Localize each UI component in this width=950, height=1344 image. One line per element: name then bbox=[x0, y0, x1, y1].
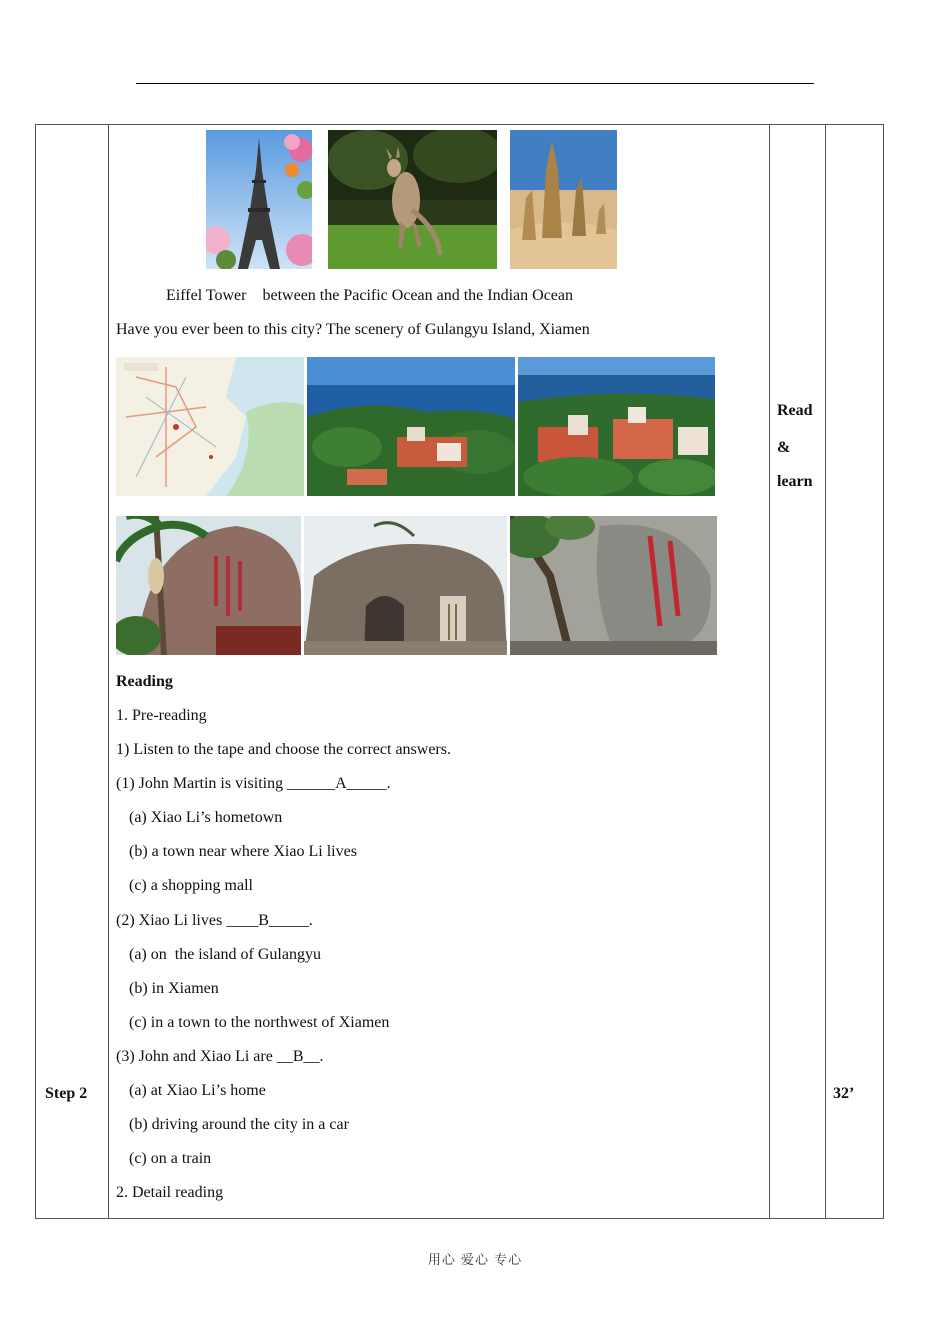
xiamen-map-image bbox=[116, 357, 304, 496]
content-cell bbox=[108, 125, 769, 1218]
listening-instruction: 1) Listen to the tape and choose the correct answers. bbox=[116, 741, 451, 758]
gulangyu-island-photo bbox=[307, 357, 515, 496]
activity-column bbox=[769, 125, 825, 1218]
gulangyu-buildings-photo bbox=[518, 357, 715, 496]
question-2-option-a: (a) on the island of Gulangyu bbox=[129, 946, 321, 963]
question-3-option-a: (a) at Xiao Li’s home bbox=[129, 1082, 266, 1099]
question-1-option-c: (c) a shopping mall bbox=[129, 877, 253, 894]
lesson-table bbox=[35, 124, 884, 1219]
detail-reading-label: 2. Detail reading bbox=[116, 1184, 224, 1201]
time-column bbox=[825, 125, 884, 1218]
question-2-option-b: (b) in Xiamen bbox=[129, 980, 219, 997]
carved-rock-palm-photo bbox=[116, 516, 301, 655]
question-1-option-a: (a) Xiao Li’s hometown bbox=[129, 809, 283, 826]
step-label: Step 2 bbox=[45, 1085, 88, 1102]
question-3: (3) John and Xiao Li are __B__. bbox=[116, 1048, 324, 1065]
red-inscription-rock-photo bbox=[510, 516, 717, 655]
eiffel-tower-photo bbox=[206, 130, 312, 269]
header-rule bbox=[136, 83, 814, 84]
question-3-option-b: (b) driving around the city in a car bbox=[129, 1116, 349, 1133]
question-2-option-c: (c) in a town to the northwest of Xiamen bbox=[129, 1014, 390, 1031]
question-1: (1) John Martin is visiting ______A_____. bbox=[116, 775, 391, 792]
caption-landmarks: Eiffel Tower between the Pacific Ocean and the Indian Ocean bbox=[166, 287, 573, 304]
activity-line: & bbox=[777, 439, 791, 456]
caption-gulangyu: Have you ever been to this city? The scenery of Gulangyu Island, Xiamen bbox=[116, 321, 590, 338]
reading-heading: Reading bbox=[116, 673, 173, 690]
kangaroo-photo bbox=[328, 130, 497, 269]
question-1-option-b: (b) a town near where Xiao Li lives bbox=[129, 843, 357, 860]
rock-inscription-photo bbox=[304, 516, 507, 655]
activity-line: learn bbox=[777, 473, 813, 490]
page-footer: 用心 爱心 专心 bbox=[427, 1253, 523, 1268]
question-3-option-c: (c) on a train bbox=[129, 1150, 212, 1167]
pre-reading-label: 1. Pre-reading bbox=[116, 707, 207, 724]
pinnacles-desert-photo bbox=[510, 130, 617, 269]
step-column bbox=[36, 125, 108, 1218]
activity-line: Read bbox=[777, 402, 813, 419]
time-label: 32’ bbox=[833, 1085, 855, 1102]
question-2: (2) Xiao Li lives ____B_____. bbox=[116, 912, 313, 929]
